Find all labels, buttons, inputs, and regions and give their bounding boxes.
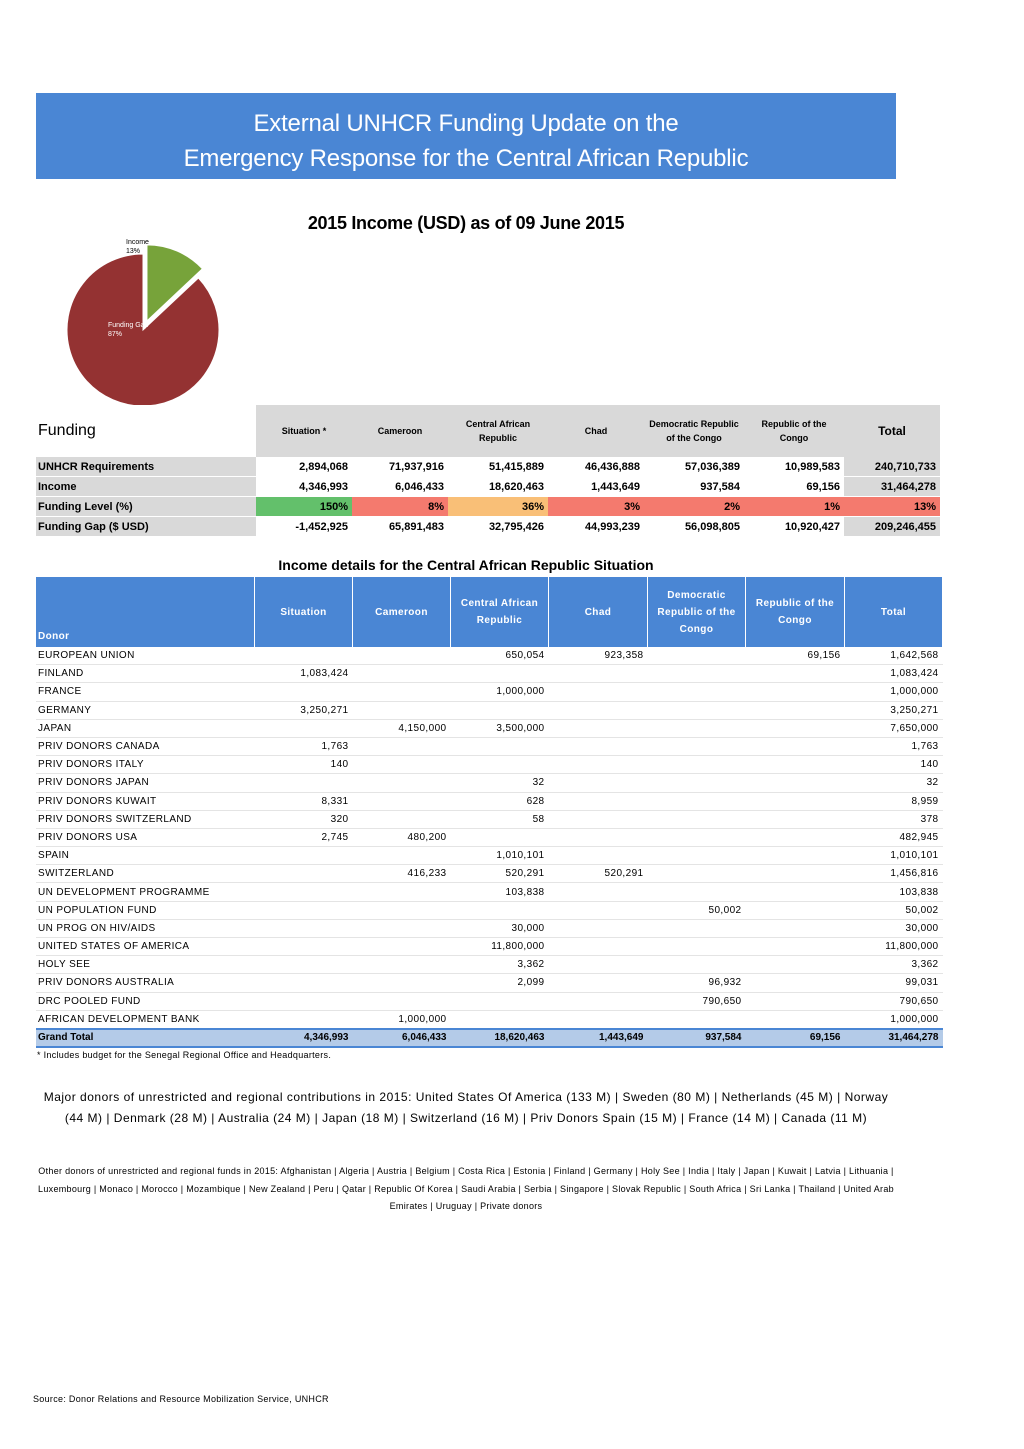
donor-amount: 790,650 (845, 992, 943, 1010)
donor-amount: 520,291 (451, 865, 549, 883)
banner-title-line-1: External UNHCR Funding Update on the (253, 110, 679, 137)
donor-amount (353, 847, 451, 865)
donor-amount (648, 883, 746, 901)
donor-amount: 3,250,271 (255, 701, 353, 719)
pie-slice-label: Funding Gap (108, 322, 149, 329)
donor-amount: 482,945 (845, 828, 943, 846)
donor-amount: 140 (255, 756, 353, 774)
details-column-header: Situation (255, 577, 353, 647)
donor-amount (648, 919, 746, 937)
donor-amount: 2,099 (451, 974, 549, 992)
donor-row (36, 847, 943, 865)
donor-amount (549, 847, 648, 865)
donor-amount (746, 919, 845, 937)
donor-amount: 1,642,568 (845, 647, 943, 665)
donor-amount: 8,959 (845, 792, 943, 810)
donor-amount (648, 701, 746, 719)
summary-cell: 71,937,916 (352, 457, 448, 477)
donor-row (36, 701, 943, 719)
donor-amount (746, 665, 845, 683)
grand-total-label: Grand Total (36, 1029, 255, 1047)
donor-name: UN POPULATION FUND (36, 901, 255, 919)
donor-amount (746, 974, 845, 992)
donor-amount (648, 828, 746, 846)
donor-row (36, 865, 943, 883)
donor-amount (451, 828, 549, 846)
donor-row (36, 647, 943, 665)
summary-cell: 46,436,888 (548, 457, 644, 477)
footnote: * Includes budget for the Senegal Regional Office and Headquarters. (37, 1050, 332, 1060)
donor-amount (746, 847, 845, 865)
summary-column-header: Total (844, 405, 940, 457)
donor-name: GERMANY (36, 701, 255, 719)
grand-total-row (36, 1029, 943, 1047)
donor-amount (648, 956, 746, 974)
donor-amount (549, 756, 648, 774)
summary-column-header: Democratic Republic of the Congo (644, 405, 744, 457)
donor-column-header: Donor (36, 577, 255, 647)
donor-name: HOLY SEE (36, 956, 255, 974)
summary-column-header: Central African Republic (448, 405, 548, 457)
donor-amount: 11,800,000 (845, 938, 943, 956)
donor-amount (451, 665, 549, 683)
summary-row-label: Funding Level (%) (36, 497, 256, 517)
donor-amount (549, 737, 648, 755)
donor-amount: 50,002 (648, 901, 746, 919)
details-column-header: Cameroon (353, 577, 451, 647)
donor-amount (648, 665, 746, 683)
donor-amount (648, 647, 746, 665)
donor-name: UN PROG ON HIV/AIDS (36, 919, 255, 937)
donor-amount: 1,083,424 (845, 665, 943, 683)
donor-row (36, 883, 943, 901)
donor-name: PRIV DONORS ITALY (36, 756, 255, 774)
summary-cell: 13% (844, 497, 940, 517)
donor-amount: 30,000 (845, 919, 943, 937)
donor-row (36, 919, 943, 937)
donor-name: DRC POOLED FUND (36, 992, 255, 1010)
donor-amount (255, 719, 353, 737)
donor-amount (255, 919, 353, 937)
donor-amount: 790,650 (648, 992, 746, 1010)
donor-amount (746, 883, 845, 901)
donor-amount (353, 647, 451, 665)
donor-amount (255, 774, 353, 792)
grand-total-amount: 1,443,649 (549, 1029, 648, 1047)
donor-amount: 650,054 (451, 647, 549, 665)
donor-amount: 416,233 (353, 865, 451, 883)
details-column-header: Republic of the Congo (746, 577, 845, 647)
donor-amount: 58 (451, 810, 549, 828)
donor-amount (746, 701, 845, 719)
donor-amount: 103,838 (845, 883, 943, 901)
donor-amount (255, 847, 353, 865)
donor-amount (255, 647, 353, 665)
title-banner (36, 93, 896, 179)
donor-amount (648, 810, 746, 828)
donor-amount (255, 901, 353, 919)
summary-column-header: Situation * (256, 405, 352, 457)
donor-amount (549, 701, 648, 719)
donor-amount: 1,000,000 (845, 1010, 943, 1029)
donor-amount: 8,331 (255, 792, 353, 810)
donor-amount: 7,650,000 (845, 719, 943, 737)
grand-total-amount: 31,464,278 (845, 1029, 943, 1047)
donor-amount (255, 683, 353, 701)
donor-row (36, 665, 943, 683)
donor-amount (353, 683, 451, 701)
donor-amount (746, 756, 845, 774)
donor-amount (549, 938, 648, 956)
donor-amount (353, 701, 451, 719)
donor-amount: 32 (845, 774, 943, 792)
donor-amount (746, 719, 845, 737)
summary-column-header: Cameroon (352, 405, 448, 457)
details-column-header: Democratic Republic of the Congo (648, 577, 746, 647)
summary-cell: 937,584 (644, 477, 744, 497)
summary-column-header: Chad (548, 405, 644, 457)
donor-amount (648, 1010, 746, 1029)
donor-amount (255, 865, 353, 883)
donor-amount (451, 756, 549, 774)
donor-amount: 140 (845, 756, 943, 774)
donor-amount (746, 828, 845, 846)
donor-name: AFRICAN DEVELOPMENT BANK (36, 1010, 255, 1029)
donor-amount (746, 737, 845, 755)
summary-cell: 44,993,239 (548, 517, 644, 537)
donor-amount (353, 919, 451, 937)
donor-amount (648, 792, 746, 810)
donor-amount (353, 992, 451, 1010)
grand-total-amount: 69,156 (746, 1029, 845, 1047)
donor-row (36, 719, 943, 737)
summary-cell: 10,989,583 (744, 457, 844, 477)
donor-amount (451, 992, 549, 1010)
donor-amount (746, 956, 845, 974)
funding-summary-table (36, 405, 940, 536)
donor-amount: 520,291 (549, 865, 648, 883)
donor-row (36, 756, 943, 774)
donor-amount (255, 992, 353, 1010)
summary-cell: 32,795,426 (448, 517, 548, 537)
donor-amount: 628 (451, 792, 549, 810)
donor-amount (648, 756, 746, 774)
summary-cell: 209,246,455 (844, 517, 940, 537)
donor-amount (353, 974, 451, 992)
donor-name: FINLAND (36, 665, 255, 683)
summary-cell: 3% (548, 497, 644, 517)
donor-amount: 1,083,424 (255, 665, 353, 683)
summary-cell: 240,710,733 (844, 457, 940, 477)
summary-cell: 150% (256, 497, 352, 517)
donor-amount (255, 938, 353, 956)
donor-amount (746, 774, 845, 792)
source-note: Source: Donor Relations and Resource Mobilization Service, UNHCR (33, 1394, 329, 1404)
pie-slice-label: 87% (108, 331, 123, 338)
summary-cell: 4,346,993 (256, 477, 352, 497)
pie-slice-funding-gap (67, 254, 219, 406)
donor-amount: 480,200 (353, 828, 451, 846)
summary-cell: 8% (352, 497, 448, 517)
donor-amount (549, 883, 648, 901)
donor-name: FRANCE (36, 683, 255, 701)
donor-amount (451, 901, 549, 919)
donor-amount (549, 992, 648, 1010)
donor-amount: 923,358 (549, 647, 648, 665)
summary-row-label: Income (36, 477, 256, 497)
donor-name: UN DEVELOPMENT PROGRAMME (36, 883, 255, 901)
donor-amount (746, 792, 845, 810)
summary-cell: 36% (448, 497, 548, 517)
donor-row (36, 774, 943, 792)
donor-amount (255, 883, 353, 901)
donor-amount: 69,156 (746, 647, 845, 665)
donor-amount (549, 665, 648, 683)
summary-row (36, 517, 940, 537)
donor-name: PRIV DONORS SWITZERLAND (36, 810, 255, 828)
donor-amount: 1,000,000 (353, 1010, 451, 1029)
income-details-title: Income details for the Central African Republic Situation (278, 557, 654, 573)
donor-amount (353, 901, 451, 919)
donor-amount (353, 883, 451, 901)
donor-amount (746, 810, 845, 828)
donor-amount: 103,838 (451, 883, 549, 901)
summary-cell: 51,415,889 (448, 457, 548, 477)
donor-amount (451, 1010, 549, 1029)
summary-row-label: Funding Gap ($ USD) (36, 517, 256, 537)
summary-row (36, 477, 940, 497)
donor-name: PRIV DONORS AUSTRALIA (36, 974, 255, 992)
donor-amount (746, 865, 845, 883)
grand-total-amount: 937,584 (648, 1029, 746, 1047)
donor-amount (648, 719, 746, 737)
details-column-header: Chad (549, 577, 648, 647)
donor-amount (353, 756, 451, 774)
donor-amount (648, 865, 746, 883)
donor-amount: 4,150,000 (353, 719, 451, 737)
other-donors-text: Other donors of unrestricted and regional funds in 2015: Afghanistan | Algeria | Austria | Belgium | Costa Rica | Estonia | Finland | Germany | Holy See | India | Italy | Japan | Kuwait | Latvia | Lithuania | Luxembourg | Monaco | Morocco | Mozambique | New Zealand | Peru | Qatar | Republic Of Korea | Saudi Arabia | Serbia | Singapore | Slovak Republic | South Africa | Sri Lanka | Thailand | United Arab Emirates | Uruguay | Private donors (38, 1166, 894, 1211)
donor-amount: 30,000 (451, 919, 549, 937)
details-column-header: Central African Republic (451, 577, 549, 647)
donor-amount: 320 (255, 810, 353, 828)
summary-cell: 65,891,483 (352, 517, 448, 537)
income-subtitle: 2015 Income (USD) as of 09 June 2015 (307, 213, 625, 233)
donor-amount (746, 938, 845, 956)
donor-amount: 50,002 (845, 901, 943, 919)
donor-amount (549, 974, 648, 992)
summary-row-label: UNHCR Requirements (36, 457, 256, 477)
donor-amount (648, 737, 746, 755)
donor-amount (255, 956, 353, 974)
donor-amount (648, 938, 746, 956)
donor-amount: 3,362 (845, 956, 943, 974)
pie-slice-label: 13% (126, 248, 141, 255)
donor-amount: 1,456,816 (845, 865, 943, 883)
donor-row (36, 974, 943, 992)
grand-total-amount: 6,046,433 (353, 1029, 451, 1047)
donor-amount: 1,763 (845, 737, 943, 755)
summary-cell: 1,443,649 (548, 477, 644, 497)
donor-row (36, 992, 943, 1010)
donor-amount (549, 683, 648, 701)
income-pie-chart (56, 232, 226, 410)
details-column-header: Total (845, 577, 943, 647)
major-donors-text: Major donors of unrestricted and regional contributions in 2015: United States Of America (133 M) | Sweden (80 M) | Netherlands (45 M) | Norway (44 M) | Denmark (28 M) | Australia (24 M) | Japan (18 M) | Switzerland (16 M) | Priv Donors Spain (15 M) | France (14 M) | Canada (11 M) (43, 1090, 889, 1125)
donor-amount (353, 956, 451, 974)
donor-name: SPAIN (36, 847, 255, 865)
summary-cell: 31,464,278 (844, 477, 940, 497)
donor-name: PRIV DONORS KUWAIT (36, 792, 255, 810)
donor-amount (255, 974, 353, 992)
donor-name: JAPAN (36, 719, 255, 737)
summary-cell: 18,620,463 (448, 477, 548, 497)
donor-name: PRIV DONORS JAPAN (36, 774, 255, 792)
donor-row (36, 1010, 943, 1029)
donor-amount (549, 719, 648, 737)
donor-amount (353, 810, 451, 828)
donor-amount: 1,000,000 (451, 683, 549, 701)
grand-total-amount: 18,620,463 (451, 1029, 549, 1047)
donor-amount (353, 938, 451, 956)
summary-cell: 56,098,805 (644, 517, 744, 537)
donor-amount (549, 919, 648, 937)
donor-amount (255, 1010, 353, 1029)
donor-amount: 96,932 (648, 974, 746, 992)
donor-name: UNITED STATES OF AMERICA (36, 938, 255, 956)
donor-amount (353, 665, 451, 683)
donor-amount: 3,250,271 (845, 701, 943, 719)
summary-row (36, 457, 940, 477)
donor-amount (353, 774, 451, 792)
donor-amount (549, 828, 648, 846)
summary-cell: 1% (744, 497, 844, 517)
donor-name: PRIV DONORS CANADA (36, 737, 255, 755)
donor-amount (353, 737, 451, 755)
pie-slice-label: Income (126, 239, 149, 246)
donor-amount (549, 810, 648, 828)
donor-amount: 1,010,101 (451, 847, 549, 865)
summary-cell: -1,452,925 (256, 517, 352, 537)
donor-amount (451, 701, 549, 719)
banner-title-line-2: Emergency Response for the Central African Republic (183, 145, 749, 172)
donor-amount (549, 956, 648, 974)
summary-cell: 69,156 (744, 477, 844, 497)
funding-section-label: Funding (36, 405, 256, 457)
donor-amount (451, 737, 549, 755)
donor-amount (549, 1010, 648, 1029)
donor-amount (648, 683, 746, 701)
summary-row (36, 497, 940, 517)
donor-row (36, 901, 943, 919)
summary-column-header: Republic of the Congo (744, 405, 844, 457)
donor-amount (746, 1010, 845, 1029)
donor-row (36, 938, 943, 956)
donor-amount: 1,010,101 (845, 847, 943, 865)
donor-name: PRIV DONORS USA (36, 828, 255, 846)
summary-cell: 2,894,068 (256, 457, 352, 477)
donor-amount (549, 792, 648, 810)
donor-amount (746, 683, 845, 701)
donor-amount: 32 (451, 774, 549, 792)
donor-amount (746, 992, 845, 1010)
summary-cell: 10,920,427 (744, 517, 844, 537)
summary-cell: 6,046,433 (352, 477, 448, 497)
donor-amount: 2,745 (255, 828, 353, 846)
donor-amount (648, 847, 746, 865)
donor-row (36, 683, 943, 701)
donor-row (36, 737, 943, 755)
grand-total-amount: 4,346,993 (255, 1029, 353, 1047)
donor-row (36, 956, 943, 974)
donor-amount (549, 774, 648, 792)
donor-name: SWITZERLAND (36, 865, 255, 883)
summary-cell: 2% (644, 497, 744, 517)
donor-amount (648, 774, 746, 792)
donor-amount: 99,031 (845, 974, 943, 992)
donor-amount: 1,000,000 (845, 683, 943, 701)
donor-row (36, 828, 943, 846)
income-details-table (36, 577, 943, 1048)
donor-row (36, 792, 943, 810)
donor-amount: 11,800,000 (451, 938, 549, 956)
donor-row (36, 810, 943, 828)
summary-cell: 57,036,389 (644, 457, 744, 477)
donor-amount (549, 901, 648, 919)
donor-amount: 3,500,000 (451, 719, 549, 737)
donor-amount: 1,763 (255, 737, 353, 755)
donor-amount: 3,362 (451, 956, 549, 974)
donor-amount: 378 (845, 810, 943, 828)
donor-amount (353, 792, 451, 810)
donor-name: EUROPEAN UNION (36, 647, 255, 665)
donor-amount (746, 901, 845, 919)
